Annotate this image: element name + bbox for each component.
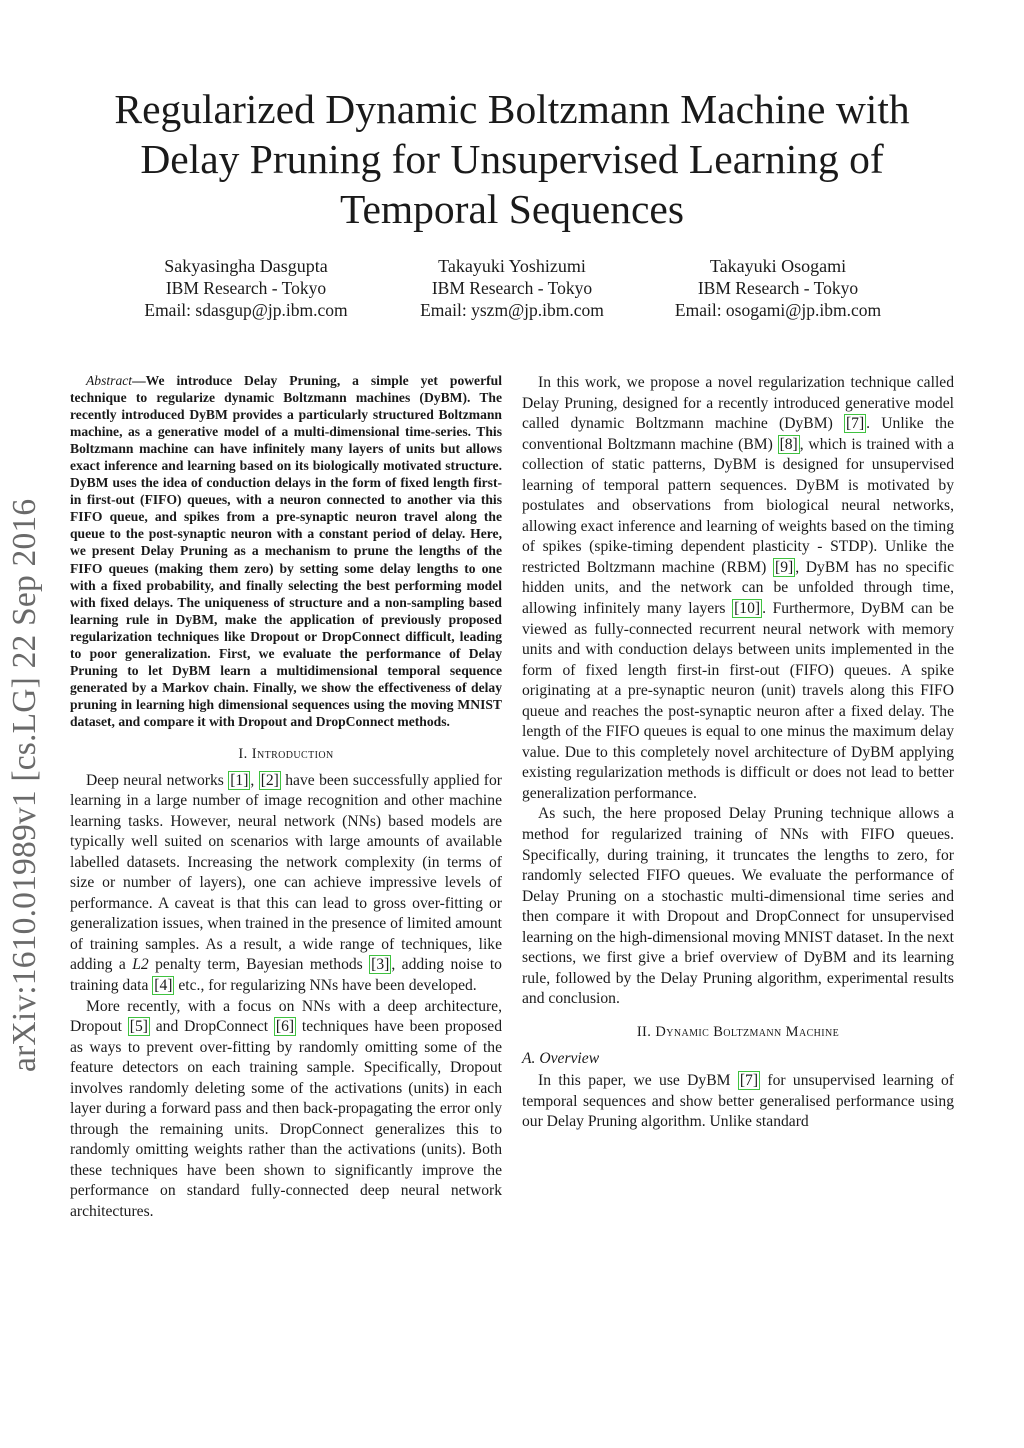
text-run: and DropConnect (149, 1018, 274, 1036)
text-run: penalty term, Bayesian methods (148, 956, 370, 974)
author-email: Email: osogami@jp.ibm.com (674, 300, 882, 320)
section-title: Dynamic Boltzmann Machine (655, 1023, 840, 1040)
text-run: . Unlike the conventional Boltzmann machine (BM) (522, 415, 955, 453)
author-affiliation: IBM Research - Tokyo (165, 278, 327, 298)
citation-link[interactable]: [3] (371, 956, 390, 974)
citation-link[interactable]: [9] (775, 558, 794, 576)
citation-link[interactable]: [7] (739, 1072, 759, 1090)
section-heading-introduction (70, 744, 502, 765)
author-affiliation: IBM Research - Tokyo (697, 278, 859, 298)
author-email: Email: yszm@jp.ibm.com (420, 300, 604, 320)
text-run: , which is trained with a collection of static patterns, DyBM is designed for unsupervised learning of temporal pattern sequences. DyBM is motivated by postulates and observations from biological neural networks, allowing exact inference and learning of weights based on the timing of spikes (spike-timing dependent plasticity - STDP). Unlike the restricted Boltzmann machine (RBM) (522, 435, 954, 576)
dybm-paragraph-1 (522, 1071, 954, 1133)
citation-link[interactable]: [6] (275, 1018, 295, 1036)
text-run: In this paper, we use DyBM (538, 1072, 738, 1090)
author-name: Takayuki Yoshizumi (438, 256, 586, 276)
arxiv-identifier: arXiv:1610.01989v1 [cs.LG] 22 Sep 2016 (6, 498, 43, 1072)
right-column (522, 373, 954, 1133)
author-block-3 (618, 255, 938, 321)
text-run: for unsupervised learning of temporal sequences and show better generalised performance using our Delay Pruning algorithm. Unlike standard (522, 1072, 954, 1131)
intro-paragraph-4: As such, the here proposed Delay Pruning technique allows a method for regularized training of NNs with FIFO queues. Specifically, during training, it truncates the lengths to zero, for randomly selected FIFO queues. We evaluate the performance of Delay Pruning on a stochastic multi-dimensional time series and then compare it with Dropout and DropConnect for unsupervised learning on the high-dimensional moving MNIST dataset. In the next sections, we first give a brief overview of DyBM and its learning rule, followed by the Delay Pruning algorithm, experimental results and conclusion. (522, 805, 954, 1008)
text-run: techniques have been proposed as ways to prevent over-fitting by randomly omitting some of the feature detectors on each training sample. Specifically, Dropout involves randomly deleting some of the activations (units) in each layer during a forward pass and then back-propagating the error only through the remaining units. DropConnect generalizes this to randomly omitting weights rather than the activations (units). Both these techniques have been shown to significantly improve the performance on standard fully-connected deep neural network architectures. (70, 1018, 502, 1221)
citation-link[interactable]: [1] (230, 771, 249, 789)
text-run: , (250, 771, 259, 789)
section-numeral: II. (636, 1023, 652, 1040)
abstract-label: Abstract (86, 373, 133, 388)
author-name: Sakyasingha Dasgupta (164, 256, 328, 276)
intro-paragraph-1 (70, 771, 502, 997)
author-name: Takayuki Osogami (709, 256, 847, 276)
citation-link[interactable]: [8] (779, 435, 798, 453)
text-run: have been successfully applied for learning in a large number of image recognition and other machine learning tasks. However, neural network (NNs) based models are typically well suited on scenarios with large amounts of available labelled datasets. Increasing the network complexity (in terms of size or number of layers), one can achieve impressive levels of performance. A caveat is that this can lead to gross over-fitting or generalization issues, when trained in the presence of limited amount of training samples. As a result, a wide range of techniques, like adding a (70, 771, 502, 974)
citation-link[interactable]: [5] (129, 1018, 148, 1036)
abstract-text: We introduce Delay Pruning, a simple yet powerful technique to regularize dynamic Boltzmann machines (DyBM). The recently introduced DyBM provides a particularly structured Boltzmann machine, as a generative model of a multi-dimensional time-series. This Boltzmann machine can have infinitely many layers of units but allows exact inference and learning based on its biologically motivated structure. DyBM uses the idea of conduction delays in the form of fixed length first-in first-out (FIFO) queues, with a neuron connected to another via this FIFO queue, and spikes from a pre-synaptic neuron travel along the queue to the post-synaptic neuron with a constant period of delay. Here, we present Delay Pruning as a mechanism to prune the lengths of the FIFO queues (making them zero) by setting some delay lengths to one with a fixed probability, and finally selecting the best performing model with fixed delays. The uniqueness of structure and a non-sampling based learning rule in DyBM, make the application of previously proposed regularization techniques like Dropout or DropConnect difficult, leading to poor generalization. First, we evaluate the performance of Delay Pruning to let DyBM learn a multidimensional temporal sequence generated by a Markov chain. Finally, we show the effectiveness of delay pruning in learning high dimensional sequences using the moving MNIST dataset, and compare it with Dropout and DropConnect methods. (70, 373, 502, 729)
text-run: . Furthermore, DyBM can be viewed as fully-connected recurrent neural network with memory units and with conduction delays between units implemented in the form of fixed length first-in first-out (FIFO) queues. A spike originating at a pre-synaptic neuron (unit) travels along this FIFO queue and reaches the post-synaptic neuron after a fixed delay. The length of the FIFO queues is equal to one minus the maximum delay value. Due to this completely novel architecture of DyBM applying existing regularization methods is difficult or does not lead to better generalization performance. (522, 600, 954, 802)
intro-paragraph-2 (70, 997, 502, 1223)
text-run: More recently, with a focus on NNs with a deep architecture, Dropout (70, 997, 502, 1036)
subsection-title: Overview (539, 1049, 600, 1067)
subsection-label: A. (522, 1049, 536, 1067)
text-run: In this work, we propose a novel regularization technique called Delay Pruning, designed for a recently introduced generative model called dynamic Boltzmann machine (DyBM) (522, 374, 954, 433)
citation-link[interactable]: [2] (260, 771, 279, 789)
section-heading-dybm (522, 1022, 954, 1043)
abstract (70, 372, 502, 730)
text-run: , DyBM has no specific hidden units, and the network can be unfolded through time, allowing infinitely many layers (522, 558, 954, 618)
text-run: Deep neural networks (86, 771, 229, 789)
author-affiliation: IBM Research - Tokyo (431, 278, 593, 298)
intro-paragraph-3 (522, 373, 954, 804)
left-column (70, 372, 502, 1223)
text-run: etc., for regularizing NNs have been developed. (174, 977, 477, 994)
paper-title: Regularized Dynamic Boltzmann Machine with Delay Pruning for Unsupervised Learning of Temporal Sequences (114, 86, 910, 232)
subsection-heading-overview (522, 1049, 954, 1070)
text-run: , adding noise to training data (70, 956, 502, 994)
math-variable: L2 (132, 956, 149, 974)
citation-link[interactable]: [7] (845, 415, 865, 433)
citation-link[interactable]: [10] (734, 600, 761, 618)
section-numeral: I. (238, 745, 248, 762)
section-title: Introduction (251, 745, 334, 762)
abstract-dash: — (132, 373, 146, 388)
author-email: Email: sdasgup@jp.ibm.com (144, 300, 348, 320)
citation-link[interactable]: [4] (154, 977, 173, 994)
